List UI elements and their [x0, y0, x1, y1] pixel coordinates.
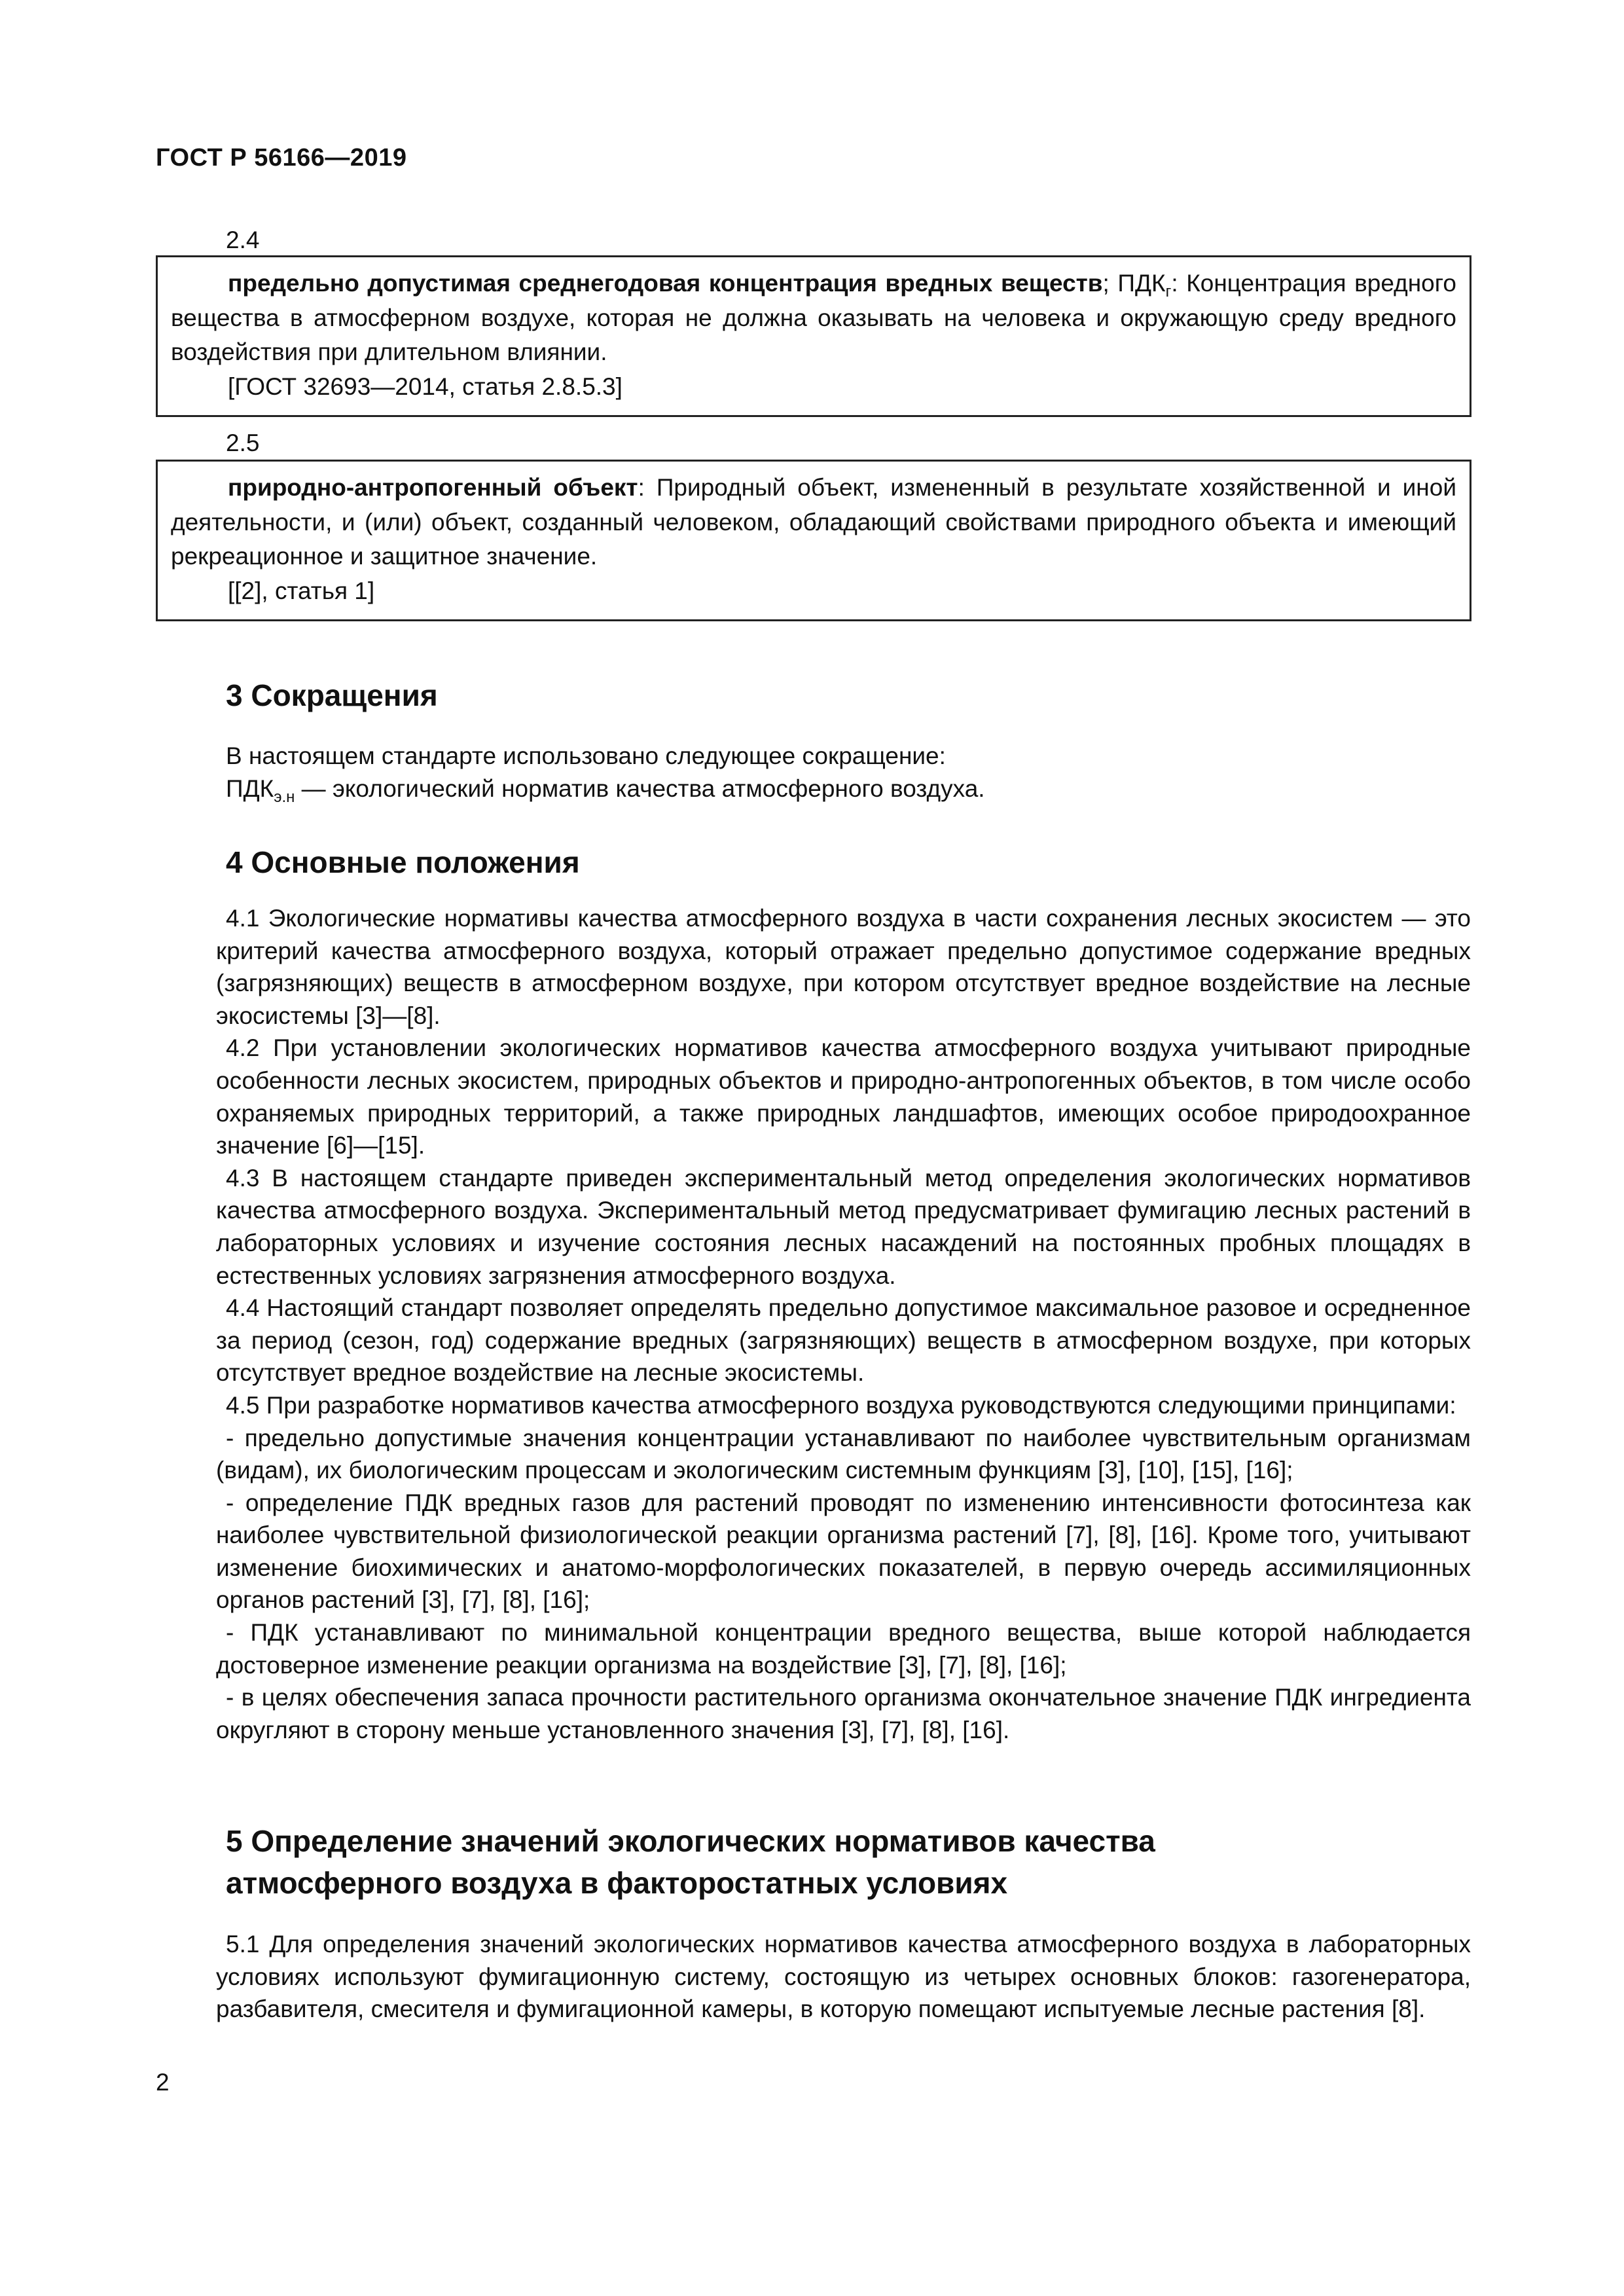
page-number: 2	[156, 2069, 170, 2096]
section-title: 5 Определение значений экологических нормативов качества атмосферного воздуха в факторостатных условиях	[226, 1824, 1155, 1900]
document-code: ГОСТ Р 56166—2019	[156, 144, 407, 172]
section-body	[216, 1928, 1471, 2026]
term-definition-box	[156, 460, 1471, 621]
term-source: [ГОСТ 32693—2014, статья 2.8.5.3]	[228, 373, 623, 400]
abbreviation-entry: $ПДК_{э.н}$ — экологический норматив качества атмосферного воздуха.	[226, 775, 985, 806]
list-item: - определение ПДК вредных газов для растений проводят по изменению интенсивности фотосинтеза как наиболее чувствительной физиологической реакции организма растений [7], [8], [16]. Кроме того, учитывают изменение биохимических и анатомо-морфологических показателей, в первую очередь ассимиляционных органов растений [3], [7], [8], [16];	[216, 1489, 1471, 1614]
list-item: - в целях обеспечения запаса прочности растительного организма окончательное значение ПДК ингредиента округляют в сторону меньше установленного значения [3], [7], [8], [16].	[216, 1684, 1471, 1743]
term-number: 2.4	[226, 227, 260, 253]
term-name: предельно допустимая среднегодовая концентрация вредных веществ	[228, 270, 1103, 297]
paragraph: 4.3 В настоящем стандарте приведен экспериментальный метод определения экологических нормативов качества атмосферного воздуха. Экспериментальный метод предусматривает фумигацию лесных растений в лабораторных условиях и изучение состояния лесных насаждений на постоянных пробных площадях в естественных условиях загрязнения атмосферного воздуха.	[216, 1164, 1471, 1289]
section-body	[216, 902, 1471, 1746]
term-name: природно-антропогенный объект	[228, 474, 638, 501]
paragraph: 4.5 При разработке нормативов качества атмосферного воздуха руководствуются следующими принципами:	[226, 1391, 1456, 1419]
term-number: 2.5	[226, 429, 260, 456]
paragraph: 4.2 При установлении экологических нормативов качества атмосферного воздуха учитывают природные особенности лесных экосистем, природных объектов и природно-антропогенных объектов, в том числе особо охраняемых природных территорий, а также природных ландшафтов, имеющих особое природоохранное значение [6]—[15].	[216, 1034, 1471, 1159]
term-definition-box	[156, 255, 1471, 417]
paragraph: 4.1 Экологические нормативы качества атмосферного воздуха в части сохранения лесных экосистем — это критерий качества атмосферного воздуха, который отражает предельно допустимое содержание вредных (загрязняющих) веществ в атмосферном воздухе, при котором отсутствует вредное воздействие на лесные экосистемы [3]—[8].	[216, 905, 1471, 1029]
term-definition: природно-антропогенный объект: Природный объект, измененный в результате хозяйственной и иной деятельности, и (или) объект, созданный человеком, обладающий свойствами природного объекта и имеющий рекреационное и защитное значение.	[171, 474, 1456, 570]
paragraph: 4.4 Настоящий стандарт позволяет определять предельно допустимое максимальное разовое и осредненное за период (сезон, год) содержание вредных (загрязняющих) веществ в атмосферном воздухе, при которых отсутствует вредное воздействие на лесные экосистемы.	[216, 1294, 1471, 1387]
paragraph: 5.1 Для определения значений экологических нормативов качества атмосферного воздуха в лабораторных условиях используют фумигационную систему, состоящую из четырех основных блоков: газогенератора, разбавителя, смесителя и фумигационной камеры, в которую помещают испытуемые лесные растения [8].	[216, 1931, 1471, 2023]
list-item: - ПДК устанавливают по минимальной концентрации вредного вещества, выше которой наблюдается достоверное изменение реакции организма на воздействие [3], [7], [8], [16];	[216, 1619, 1471, 1679]
section-title: 4 Основные положения	[226, 845, 580, 879]
term-source: [[2], статья 1]	[228, 577, 375, 604]
term-definition: предельно допустимая среднегодовая концентрация вредных веществ; $ПДК_г$: Концентрация вредного вещества в атмосферном воздухе, которая не должна оказывать на человека и окружающую среду вредного воздействия при длительном влиянии.	[171, 270, 1456, 365]
list-item: - предельно допустимые значения концентрации устанавливают по наиболее чувствительным организмам (видам), их биологическим процессам и экологическим системным функциям [3], [10], [15], [16];	[216, 1424, 1471, 1484]
abbreviation-intro: В настоящем стандарте использовано следующее сокращение:	[226, 742, 946, 769]
section-title: 3 Сокращения	[226, 678, 438, 712]
